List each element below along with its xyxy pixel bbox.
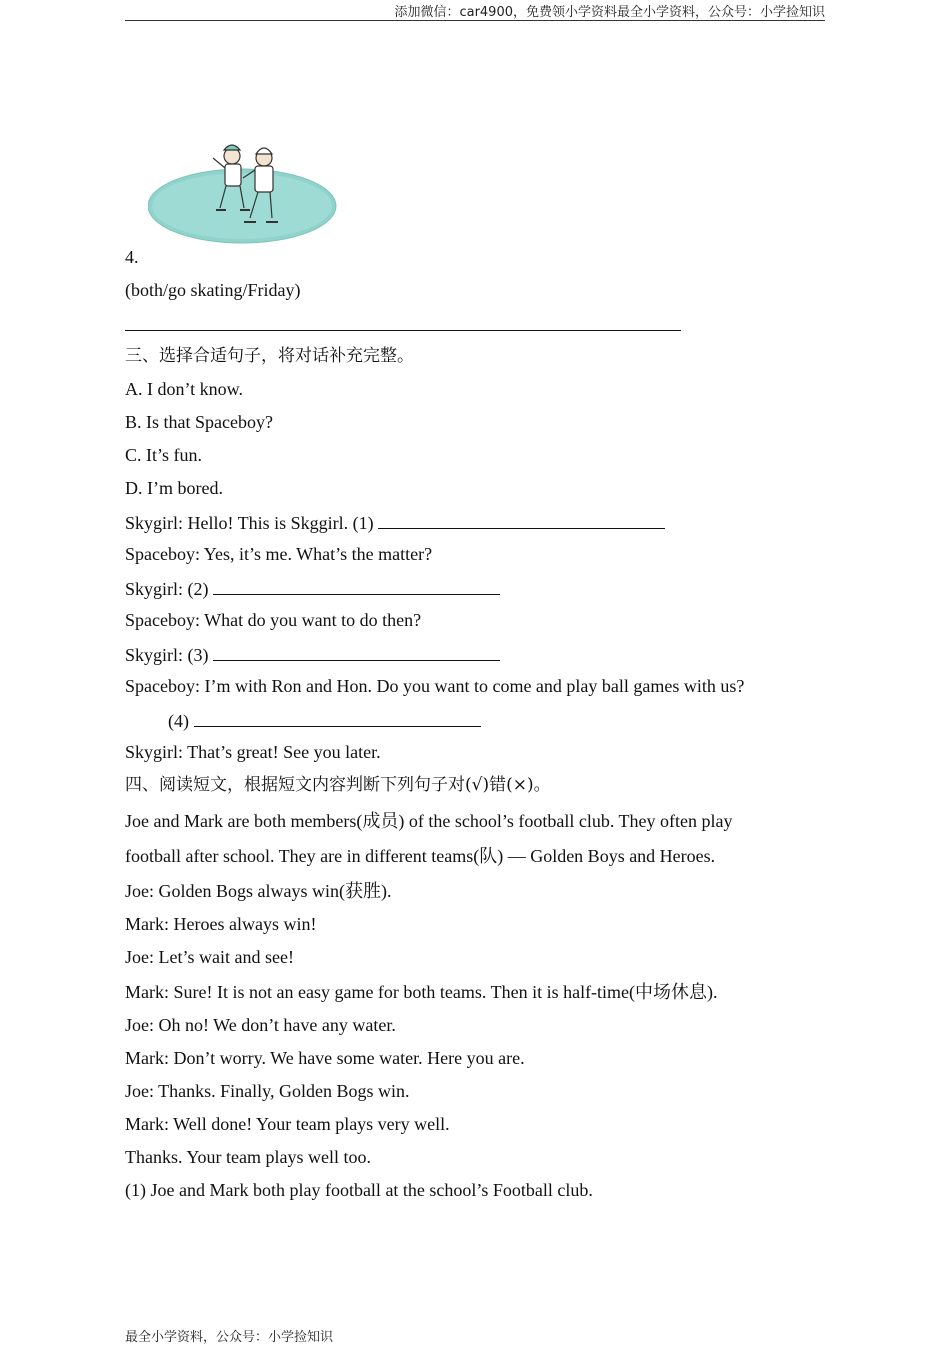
page-header: [125, 0, 825, 21]
option-b: B. Is that Spaceboy?: [125, 412, 273, 432]
section4-title: 四、阅读短文，根据短文内容判断下列句子对(√)错(×)。: [125, 775, 551, 795]
passage-dialogue-6: Mark: Don’t worry. We have some water. Here you are.: [125, 1048, 525, 1068]
dialogue-line-2: Spaceboy: Yes, it’s me. What’s the matter?: [125, 544, 433, 564]
passage-dialogue-1: Joe: Golden Bogs always win(获胜).: [125, 881, 392, 901]
passage-dialogue-3: Joe: Let’s wait and see!: [125, 947, 294, 967]
blank-4[interactable]: [194, 708, 481, 727]
passage-line-2: football after school. They are in different teams(队) — Golden Boys and Heroes.: [125, 846, 716, 866]
question-hint: (both/go skating/Friday): [125, 280, 301, 300]
option-c: C. It’s fun.: [125, 445, 203, 465]
dialogue-line-1: Skygirl: Hello! This is Skggirl. (1): [125, 510, 665, 534]
header-text: 添加微信：car4900，免费领小学资料最全小学资料，公众号：小学捡知识: [394, 5, 825, 20]
judgement-question-1: (1) Joe and Mark both play football at the school’s Football club.: [125, 1180, 593, 1200]
blank-3[interactable]: [213, 642, 500, 661]
dialogue-line-5: Skygirl: (3): [125, 642, 500, 666]
dialogue-line-7: (4): [168, 708, 481, 732]
question-number: 4.: [125, 247, 139, 267]
dialogue-line-3: Skygirl: (2): [125, 576, 500, 600]
blank-2[interactable]: [213, 576, 500, 595]
passage-dialogue-2: Mark: Heroes always win!: [125, 914, 317, 934]
dialogue-line-6: Spaceboy: I’m with Ron and Hon. Do you want to come and play ball games with us?: [125, 676, 745, 696]
passage-dialogue-5: Joe: Oh no! We don’t have any water.: [125, 1015, 396, 1035]
section3-title: 三、选择合适句子，将对话补充完整。: [125, 346, 414, 366]
page-footer: 最全小学资料，公众号：小学捡知识: [125, 1330, 334, 1345]
passage-dialogue-8: Mark: Well done! Your team plays very well.: [125, 1114, 450, 1134]
blank-1[interactable]: [378, 510, 665, 529]
answer-line: [125, 312, 681, 336]
passage-line-1: Joe and Mark are both members(成员) of the school’s football club. They often play: [125, 811, 733, 831]
dialogue-line-4: Spaceboy: What do you want to do then?: [125, 610, 422, 630]
passage-dialogue-7: Joe: Thanks. Finally, Golden Bogs win.: [125, 1081, 410, 1101]
dialogue-line-8: Skygirl: That’s great! See you later.: [125, 742, 381, 762]
skating-illustration: [148, 138, 340, 248]
answer-blank[interactable]: [125, 312, 681, 331]
passage-dialogue-4: Mark: Sure! It is not an easy game for both teams. Then it is half-time(中场休息).: [125, 982, 718, 1002]
option-a: A. I don’t know.: [125, 379, 243, 399]
option-d: D. I’m bored.: [125, 478, 223, 498]
passage-dialogue-9: Thanks. Your team plays well too.: [125, 1147, 371, 1167]
